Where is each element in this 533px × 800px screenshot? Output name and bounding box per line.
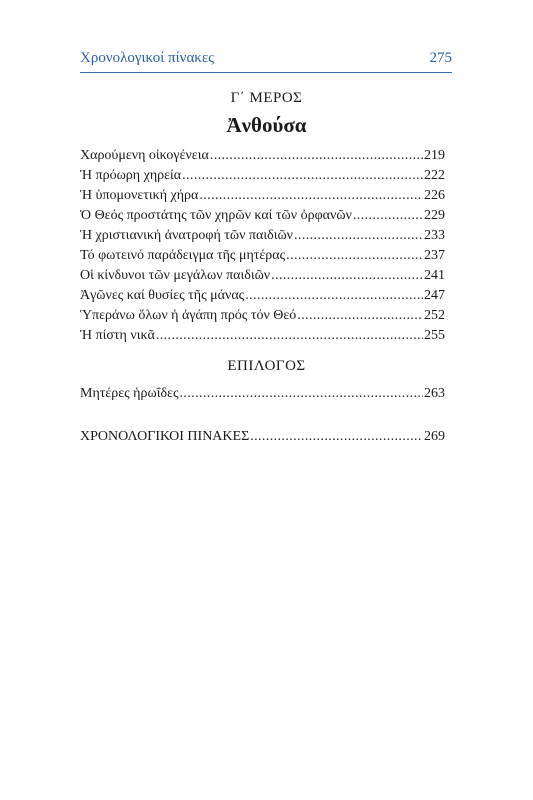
toc-leader-dots: [210, 146, 423, 166]
toc-entry-title: Ἡ ὑπομονετική χήρα: [80, 188, 199, 203]
toc-entry-title: Τό φωτεινό παράδειγμα τῆς μητέρας: [80, 248, 286, 263]
toc-leader-dots: [297, 306, 423, 326]
toc-entry: [80, 286, 445, 306]
toc-entry: [80, 384, 445, 404]
toc-leader-dots: [180, 384, 424, 404]
toc-entry-page: 269: [424, 429, 445, 444]
toc-entry-page: 233: [424, 228, 445, 243]
toc-entry-title: Ἡ χριστιανική ἀνατροφή τῶν παιδιῶν: [80, 228, 294, 243]
toc-entry: [80, 326, 445, 346]
toc-entry-title: ΧΡΟΝΟΛΟΓΙΚΟΙ ΠΙΝΑΚΕΣ: [80, 429, 250, 444]
running-head: [80, 50, 452, 73]
toc-leader-dots: [199, 186, 423, 206]
toc-entry-page: 229: [424, 208, 445, 223]
toc-entry-page: 237: [424, 248, 445, 263]
page-number: 275: [429, 50, 452, 66]
running-head-title: Χρονολογικοί πίνακες: [80, 50, 215, 66]
toc-entry-title: Οἱ κίνδυνοι τῶν μεγάλων παιδιῶν: [80, 268, 271, 283]
toc-leader-dots: [245, 286, 423, 306]
toc-entry-title: Ἡ πρόωρη χηρεία: [80, 168, 182, 183]
toc-leader-dots: [271, 266, 423, 286]
toc-entry: [80, 226, 445, 246]
toc-leader-dots: [353, 206, 423, 226]
part-label: Γ΄ ΜΕΡΟΣ: [230, 90, 303, 106]
toc-leader-dots: [156, 326, 423, 346]
toc-entry: [80, 266, 445, 286]
toc-entry-title: Μητέρες ἡρωΐδες: [80, 386, 179, 401]
toc-entry-page: 247: [424, 288, 445, 303]
toc-entry-title: Ἡ πίστη νικᾶ: [80, 328, 155, 343]
toc-entry-page: 252: [424, 308, 445, 323]
toc-entry: [80, 146, 445, 166]
toc-entry-page: 241: [424, 268, 445, 283]
epilogue-heading: ΕΠΙΛΟΓΟΣ: [227, 358, 306, 374]
toc-leader-dots: [182, 166, 423, 186]
toc-leader-dots: [250, 427, 423, 447]
toc-entry-title: Χαρούμενη οἰκογένεια: [80, 148, 209, 163]
toc-entry-page: 222: [424, 168, 445, 183]
toc-entry-page: 263: [424, 386, 445, 401]
toc-leader-dots: [286, 246, 423, 266]
part-title: Ἀνθούσα: [226, 113, 307, 137]
toc-entry: [80, 427, 445, 447]
toc-entry-title: Ὑπεράνω ὅλων ἡ ἀγάπη πρός τόν Θεό: [80, 308, 297, 323]
toc-part-entries: [80, 146, 445, 346]
toc-epilogue-entries: [80, 384, 445, 404]
toc-entry-page: 226: [424, 188, 445, 203]
toc-entry: [80, 166, 445, 186]
toc-entry: [80, 186, 445, 206]
toc-entry: [80, 206, 445, 226]
toc-tables-entry: [80, 427, 445, 447]
toc-entry-title: Ἀγῶνες καί θυσίες τῆς μάνας: [80, 288, 245, 303]
toc-entry: [80, 306, 445, 326]
toc-entry-page: 255: [424, 328, 445, 343]
toc-leader-dots: [294, 226, 423, 246]
toc-entry-page: 219: [424, 148, 445, 163]
toc-entry: [80, 246, 445, 266]
toc-entry-title: Ὁ Θεός προστάτης τῶν χηρῶν καί τῶν ὀρφανῶν: [80, 208, 352, 223]
